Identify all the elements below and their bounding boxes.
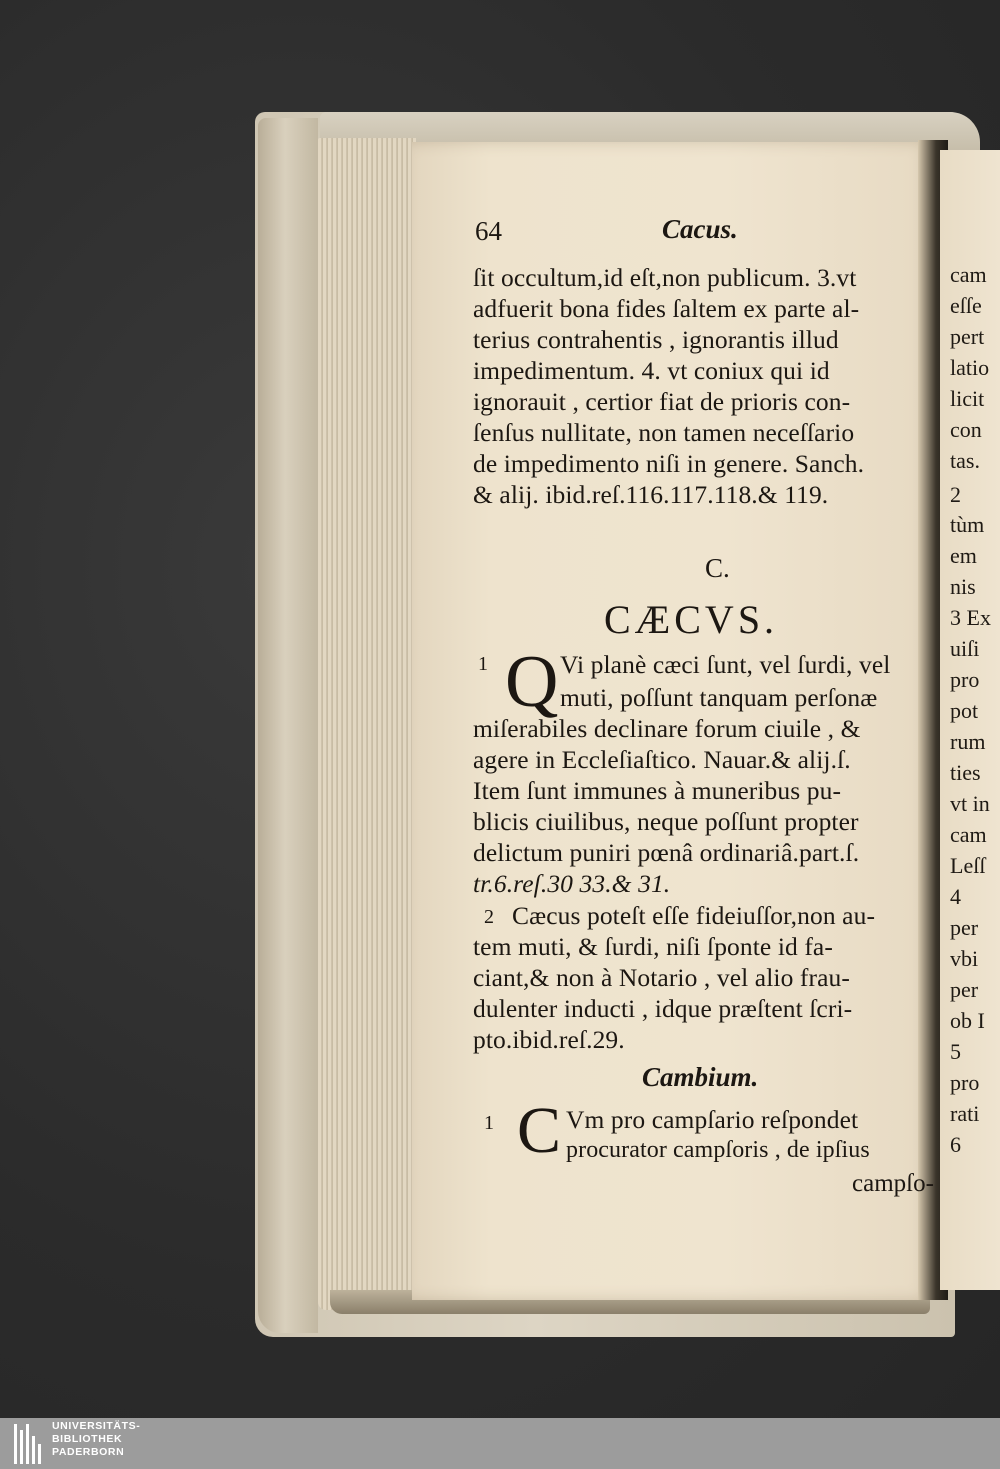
facing-line: 6: [950, 1132, 961, 1157]
facing-line: cam: [950, 262, 987, 287]
facing-line: latio: [950, 355, 990, 380]
running-head: Cacus.: [662, 214, 738, 244]
facing-page-fragment: [940, 150, 1000, 1290]
text-line: blicis ciuilibus, neque poſſunt propter: [473, 807, 859, 836]
facing-line: 4: [950, 884, 961, 909]
facing-line: 5: [950, 1039, 961, 1064]
catchword: campſo-: [852, 1170, 934, 1197]
facing-line: rati: [950, 1101, 980, 1126]
text-line: pto.ibid.reſ.29.: [473, 1025, 625, 1054]
drop-initial: Q: [505, 641, 559, 723]
page-number: 64: [475, 216, 502, 246]
facing-line: 2: [950, 482, 961, 507]
facing-line: nis: [950, 574, 976, 599]
facing-line: tas.: [950, 448, 980, 473]
facing-line: ob I: [950, 1008, 985, 1033]
facing-line: cam: [950, 822, 987, 847]
paragraph-number: 2: [484, 906, 494, 928]
logo-text-line: UNIVERSITÄTS-: [52, 1420, 141, 1432]
facing-line: vt in: [950, 791, 990, 816]
section-letter: C.: [705, 553, 730, 583]
facing-line: em: [950, 543, 977, 568]
entry-title: CÆCVS.: [604, 597, 779, 642]
text-line: procurator campſoris , de ipſius: [566, 1137, 870, 1163]
text-line: ſenſus nullitate, non tamen neceſſario: [473, 418, 855, 447]
text-line: tr.6.reſ.30 33.& 31.: [473, 869, 671, 898]
text-line: & alij. ibid.reſ.116.117.118.& 119.: [473, 480, 829, 509]
text-line: de impedimento niſi in genere. Sanch.: [473, 449, 865, 478]
logo-text-line: PADERBORN: [52, 1446, 125, 1458]
facing-line: per: [950, 977, 979, 1002]
facing-line: eſſe: [950, 293, 982, 318]
text-line: agere in Eccleſiaſtico. Nauar.& alij.ſ.: [473, 745, 851, 774]
paragraph-number: 1: [484, 1112, 494, 1134]
facing-line: rum: [950, 729, 986, 754]
page-edges: [318, 138, 416, 1310]
footer-bar: [0, 1418, 1000, 1469]
facing-line: per: [950, 915, 979, 940]
facing-line: uiſi: [950, 636, 980, 661]
facing-line: licit: [950, 386, 985, 411]
text-line: Item ſunt immunes à muneribus pu-: [473, 776, 842, 805]
facing-line: pro: [950, 667, 980, 692]
text-line: impedimentum. 4. vt coniux qui id: [473, 356, 830, 385]
text-line: muti, poſſunt tanquam perſonæ: [560, 683, 878, 712]
facing-line: tùm: [950, 512, 985, 537]
text-line: tem muti, & ſurdi, niſi ſponte id fa-: [473, 932, 833, 961]
facing-line: ties: [950, 760, 981, 785]
subentry-title: Cambium.: [642, 1062, 759, 1092]
text-line: miſerabiles declinare forum ciuile , &: [473, 714, 861, 743]
text-line: Cæcus poteſt eſſe fideiuſſor,non au-: [512, 901, 876, 930]
text-line: Vi planè cæci ſunt, vel ſurdi, vel: [560, 650, 891, 679]
facing-line: Leſſ: [950, 853, 986, 878]
text-line: ignorauit , certior fiat de prioris con-: [473, 387, 851, 416]
text-line: dulenter inducti , idque præſtent ſcri-: [473, 994, 853, 1023]
text-line: terius contrahentis , ignorantis illud: [473, 325, 839, 354]
library-logo-icon: [14, 1424, 44, 1464]
facing-line: pert: [950, 324, 985, 349]
paragraph-number: 1: [478, 653, 488, 675]
facing-line: 3 Ex: [950, 605, 991, 630]
text-line: Vm pro campſario reſpondet: [566, 1105, 859, 1134]
text-line: delictum puniri pœnâ ordinariâ.part.ſ.: [473, 838, 860, 867]
text-line: ſit occultum,id eſt,non publicum. 3.vt: [473, 263, 857, 292]
facing-line: con: [950, 417, 982, 442]
text-line: ciant,& non à Notario , vel alio frau-: [473, 963, 850, 992]
facing-line: vbi: [950, 946, 979, 971]
facing-line: pot: [950, 698, 979, 723]
book-spine: [258, 118, 318, 1333]
text-line: adfuerit bona fides ſaltem ex parte al-: [473, 294, 860, 323]
logo-text-line: BIBLIOTHEK: [52, 1433, 123, 1445]
drop-initial: C: [517, 1094, 562, 1167]
facing-line: pro: [950, 1070, 980, 1095]
